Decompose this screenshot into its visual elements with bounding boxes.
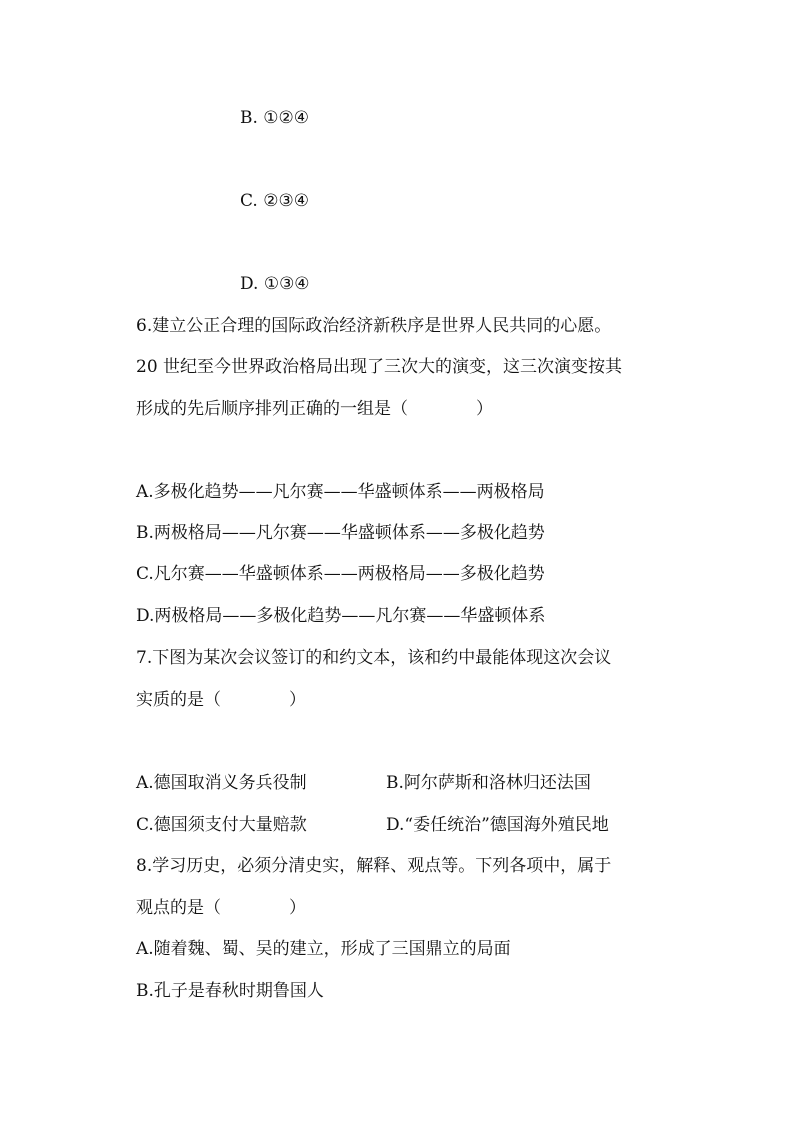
- q6-option-a: A.多极化趋势——凡尔赛——华盛顿体系——两极格局: [136, 482, 545, 502]
- q8-stem-line-1: 8.学习历史，必须分清史实，解释、观点等。下列各项中，属于: [136, 856, 612, 876]
- q7-option-d: D.“委任统治”德国海外殖民地: [386, 815, 609, 835]
- q8-stem-line-2: 观点的是（ ）: [136, 898, 306, 918]
- q7-stem-line-1: 7.下图为某次会议签订的和约文本，该和约中最能体现这次会议: [136, 648, 612, 668]
- q6-option-d: D.两极格局——多极化趋势——凡尔赛——华盛顿体系: [136, 606, 546, 626]
- q7-option-b: B.阿尔萨斯和洛林归还法国: [386, 773, 591, 793]
- q5-option-b: B. ①②④: [240, 108, 310, 128]
- q5-option-c: C. ②③④: [240, 191, 309, 211]
- q8-option-a: A.随着魏、蜀、吴的建立，形成了三国鼎立的局面: [136, 939, 511, 959]
- q6-stem-line-1: 6.建立公正合理的国际政治经济新秩序是世界人民共同的心愿。: [136, 316, 612, 336]
- q7-option-c: C.德国须支付大量赔款: [136, 815, 307, 835]
- q6-stem-line-2: 20 世纪至今世界政治格局出现了三次大的演变，这三次演变按其: [136, 357, 623, 377]
- q5-option-d: D. ①③④: [240, 274, 310, 294]
- q7-option-a: A.德国取消义务兵役制: [136, 773, 307, 793]
- q6-option-b: B.两极格局——凡尔赛——华盛顿体系——多极化趋势: [136, 523, 545, 543]
- q7-stem-line-2: 实质的是（ ）: [136, 690, 306, 710]
- q8-option-b: B.孔子是春秋时期鲁国人: [136, 981, 324, 1001]
- q6-option-c: C.凡尔赛——华盛顿体系——两极格局——多极化趋势: [136, 564, 545, 584]
- q6-stem-line-3: 形成的先后顺序排列正确的一组是（ ）: [136, 399, 493, 419]
